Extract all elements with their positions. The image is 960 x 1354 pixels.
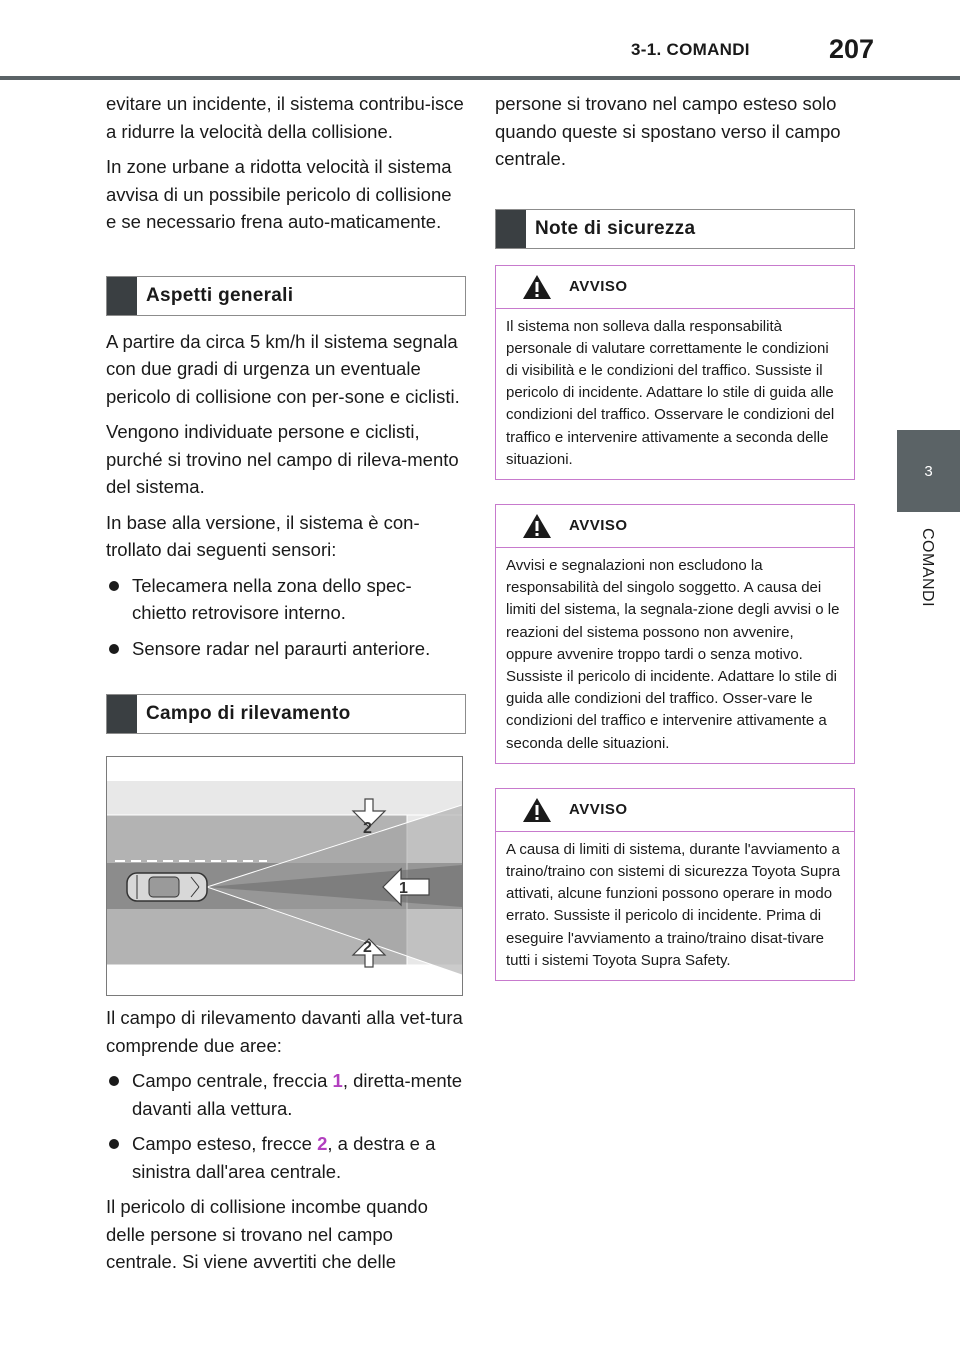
general-paragraph-2: Vengono individuate persone e ciclisti, purché si trovino nel campo di rileva-mento del sistema. bbox=[106, 421, 459, 497]
left-column bbox=[106, 90, 466, 1284]
marker-2: 2 bbox=[317, 1133, 328, 1154]
warning-header bbox=[496, 505, 854, 548]
range-bullet-central-before: Campo centrale, freccia bbox=[132, 1070, 333, 1091]
warning-text: Avvisi e segnalazioni non escludono la responsabilità del singolo soggetto. A causa dei limiti del sistema, la segnala-zione degli avvisi o le reazioni del sistema possono non avvenire, oppure avvenire troppo tardi o senza motivo. Sussiste il pericolo di incidente. Adattare lo stile di guida alle condizioni del traffico. Osser-vare le condizioni del traffico e intervenire attivamente a seconda delle situazioni. bbox=[506, 556, 840, 752]
warning-text: Il sistema non solleva dalla responsabilità personale di valutare correttamente le condizioni di visibilità e le condizioni del traffico. Sussiste il pericolo di incidente. Adattare lo stile di guida alle condizioni del traffico. Osservare le condizioni del traffico e intervenire attivamente a seconda delle situazioni. bbox=[506, 317, 835, 468]
general-paragraph-3: In base alla versione, il sistema è con-trollato dai seguenti sensori: bbox=[106, 511, 420, 560]
heading-bar bbox=[496, 210, 526, 248]
warning-text: A causa di limiti di sistema, durante l'avviamento a traino/traino con sistemi di sicurezza Toyota Supra attivati, alcune funzioni possono operare in modo errato. Sussiste il pericolo di incidente. Prima di eseguire l'avviamento a traino/traino disat-tivare tutti i sistemi Toyota Supra Safety. bbox=[506, 840, 841, 969]
heading-range-text: Campo di rilevamento bbox=[146, 703, 351, 724]
heading-bar bbox=[107, 277, 137, 315]
chapter-number: 3 bbox=[924, 462, 933, 480]
warning-title: AVVISO bbox=[569, 800, 628, 818]
general-paragraph-1: A partire da circa 5 km/h il sistema segnala con due gradi di urgenza un eventuale pericolo di collisione con per-sone e ciclisti. bbox=[106, 330, 460, 407]
warning-header bbox=[496, 266, 854, 309]
page-number: 207 bbox=[829, 34, 875, 64]
heading-safety-text: Note di sicurezza bbox=[535, 217, 696, 239]
chapter-tab[interactable] bbox=[897, 430, 960, 512]
warning-header bbox=[496, 789, 854, 832]
sensor-bullet-radar: Sensore radar nel paraurti anteriore. bbox=[106, 635, 466, 663]
heading-bar bbox=[107, 695, 137, 733]
sensor-bullet-camera: Telecamera nella zona dello spec-chietto retrovisore interno. bbox=[106, 572, 466, 627]
range-bullet-central-after: , diretta-mente davanti alla vettura. bbox=[132, 1070, 463, 1119]
detection-range-diagram bbox=[106, 756, 463, 996]
heading-range bbox=[106, 694, 466, 734]
marker-1: 1 bbox=[332, 1070, 343, 1091]
range-bullet-extended-before: Campo esteso, frecce bbox=[132, 1133, 318, 1154]
warning-title: AVVISO bbox=[569, 516, 628, 534]
heading-safety bbox=[495, 209, 855, 249]
chapter-label: COMANDI bbox=[919, 528, 936, 608]
svg-text:2: 2 bbox=[363, 820, 372, 837]
detection-range-illustration bbox=[107, 757, 462, 995]
car-icon bbox=[127, 873, 207, 901]
header-divider bbox=[0, 76, 960, 80]
section-title: 3-1. COMANDI bbox=[631, 40, 750, 59]
intro-paragraph-1: evitare un incidente, il sistema contribu-isce a ridurre la velocità della collisione. bbox=[106, 93, 464, 142]
range-paragraph-1: Il campo di rilevamento davanti alla vet-tura comprende due aree: bbox=[106, 1007, 463, 1056]
range-paragraph-2: Il pericolo di collisione incombe quando delle persone si trovano nel campo centrale. Si viene avvertiti che delle bbox=[106, 1196, 428, 1272]
warning-triangle-icon bbox=[522, 274, 552, 300]
heading-general-text: Aspetti generali bbox=[146, 284, 294, 306]
range-bullet-extended bbox=[106, 1130, 466, 1185]
intro-paragraph-2: In zone urbane a ridotta velocità il sistema avvisa di un possibile pericolo di collisione e se necessario frena auto-maticamente. bbox=[106, 156, 452, 232]
svg-text:2: 2 bbox=[363, 939, 372, 956]
warning-box-2 bbox=[495, 504, 855, 764]
warning-title: AVVISO bbox=[569, 277, 628, 295]
heading-general bbox=[106, 276, 466, 316]
range-bullet-central bbox=[106, 1067, 466, 1122]
warning-triangle-icon bbox=[522, 513, 552, 539]
range-bullet-extended-after: , a destra e a sinistra dall'area centrale. bbox=[132, 1133, 436, 1182]
right-column bbox=[495, 90, 855, 981]
continue-paragraph: persone si trovano nel campo esteso solo quando queste si spostano verso il campo centrale. bbox=[495, 93, 841, 169]
warning-triangle-icon bbox=[522, 797, 552, 823]
svg-text:1: 1 bbox=[399, 880, 408, 897]
warning-box-3 bbox=[495, 788, 855, 981]
warning-box-1 bbox=[495, 265, 855, 480]
